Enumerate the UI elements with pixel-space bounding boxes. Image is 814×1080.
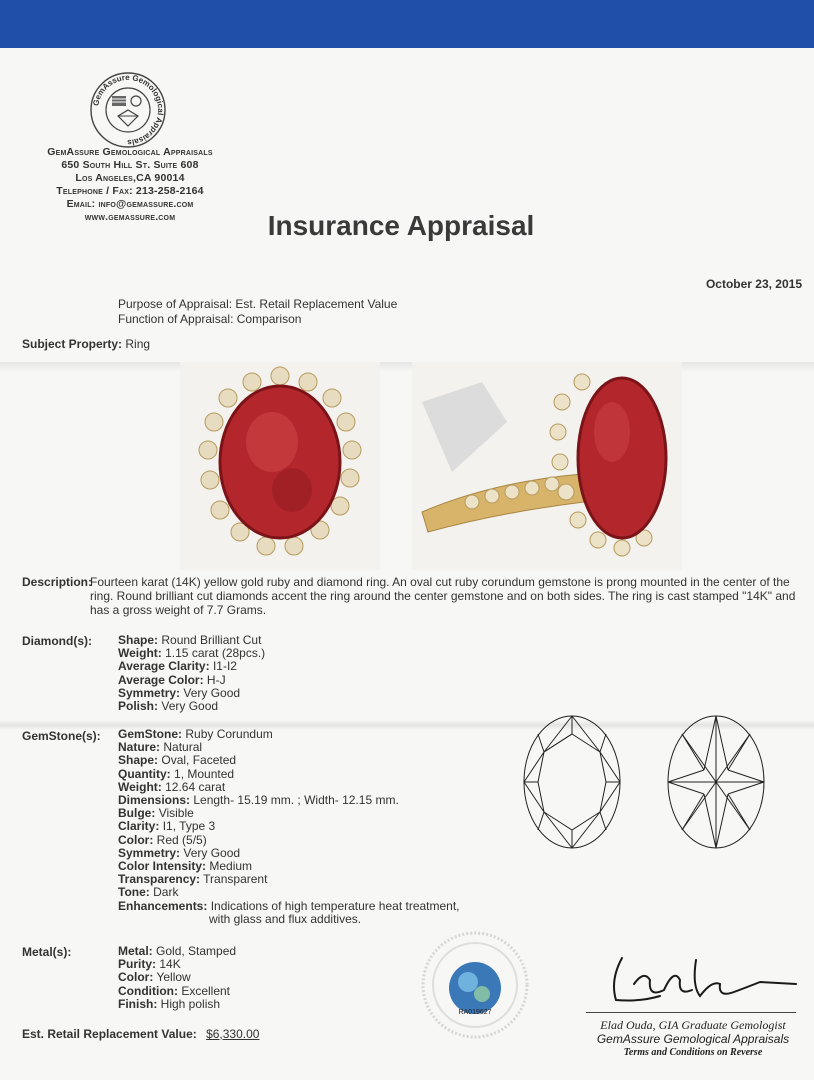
function-line: Function of Appraisal: Comparison	[118, 312, 302, 326]
terms-note: Terms and Conditions on Reverse	[623, 1047, 763, 1058]
gemassure-logo	[88, 70, 168, 150]
appraiser-name: Elad Ouda, GIA Graduate Gemologist	[600, 1018, 786, 1032]
subject-property	[22, 337, 150, 351]
erv-label: Est. Retail Replacement Value:	[22, 1027, 197, 1041]
gem-spec-row: Weight: 12.64 carat	[118, 779, 226, 794]
description-label: Description:	[22, 575, 93, 589]
hologram-code: RA019627	[458, 1009, 492, 1016]
gemstone-label: GemStone(s):	[22, 729, 101, 743]
purpose-block	[118, 297, 397, 327]
gem-spec-row: Bulge: Visible	[118, 806, 194, 821]
gem-spec-row: Clarity: I1, Type 3	[118, 819, 216, 834]
gem-spec-row: Symmetry: Very Good	[118, 845, 241, 860]
gem-spec-row: Transparency: Transparent	[118, 872, 268, 887]
appraiser-signature	[600, 940, 800, 1010]
metal-specs	[118, 945, 236, 1011]
diamond-spec-row: Polish: Very Good	[118, 699, 219, 714]
diamond-specs	[118, 634, 265, 713]
company-name: GemAssure Gemological Appraisals	[47, 146, 213, 158]
company-phone: Telephone / Fax: 213-258-2164	[56, 185, 204, 197]
gem-spec-row: Tone: Dark	[118, 885, 179, 900]
diamond-spec-row: Shape: Round Brilliant Cut	[118, 633, 262, 647]
gem-spec-row: Color: Red (5/5)	[118, 832, 207, 847]
gem-spec-row: Dimensions: Length- 15.19 mm. ; Width- 12.15 mm.	[118, 793, 399, 808]
signature-block	[586, 1018, 800, 1060]
scan-top-border	[0, 0, 814, 48]
gemstone-specs	[118, 728, 460, 926]
signature-line	[586, 1012, 796, 1013]
metal-spec-row: Finish: High polish	[118, 996, 221, 1011]
metal-spec-row: Metal: Gold, Stamped	[118, 944, 237, 958]
metal-label: Metal(s):	[22, 945, 72, 959]
gem-spec-row: Nature: Natural	[118, 740, 203, 755]
diamond-spec-row: Weight: 1.15 carat (28pcs.)	[118, 646, 266, 661]
company-address-line2: Los Angeles,CA 90014	[75, 172, 185, 184]
diamond-spec-row: Symmetry: Very Good	[118, 685, 241, 700]
subject-value: Ring	[125, 337, 151, 351]
svg-text:GemAssure Gemological Appraisa: GemAssure Gemological Appraisals	[91, 72, 166, 148]
description-text: Fourteen karat (14K) yellow gold ruby and diamond ring. An oval cut ruby corundum gemstone is prong mounted in the center of the ring. Round brilliant cut diamonds accent the ring around the center gemstone and on both sides. The ring is cast stamped "14K" and has a gross weight of 7.7 Grams.	[90, 575, 796, 617]
diamond-spec-row: Average Clarity: I1-I2	[118, 659, 237, 674]
purpose-line: Purpose of Appraisal: Est. Retail Replacement Value	[118, 297, 398, 311]
document-title: Insurance Appraisal	[267, 210, 535, 241]
metal-spec-row: Color: Yellow	[118, 970, 191, 985]
paper-fold	[0, 362, 814, 372]
subject-label: Subject Property:	[22, 337, 123, 351]
erv-value: $6,330.00	[206, 1027, 260, 1041]
gem-spec-row: Quantity: 1, Mounted	[118, 766, 235, 781]
gem-spec-row: Color Intensity: Medium	[118, 859, 253, 874]
oval-crown-facet-diagram	[520, 712, 624, 852]
gem-spec-row: Enhancements: Indications of high temperature heat treatment,	[118, 898, 460, 913]
estimated-retail-value	[22, 1027, 259, 1041]
diamond-spec-row: Average Color: H-J	[118, 672, 226, 687]
oval-pavilion-facet-diagram	[664, 712, 768, 852]
company-website: www.gemassure.com	[84, 211, 176, 223]
ring-photo-side	[412, 362, 682, 570]
gem-spec-row: GemStone: Ruby Corundum	[118, 727, 273, 741]
appraisal-date: October 23, 2015	[705, 277, 802, 291]
embossed-seal-with-hologram	[420, 930, 530, 1040]
company-email: Email: info@gemassure.com	[66, 198, 194, 210]
appraiser-org: GemAssure Gemological Appraisals	[596, 1032, 790, 1046]
metal-spec-row: Condition: Excellent	[118, 983, 231, 998]
diamonds-label: Diamond(s):	[22, 634, 92, 648]
company-address-line1: 650 South Hill St. Suite 608	[61, 159, 199, 171]
gem-spec-row: Shape: Oval, Faceted	[118, 753, 237, 768]
ring-photo-front	[180, 362, 380, 570]
metal-spec-row: Purity: 14K	[118, 957, 181, 972]
enhancements-continued: with glass and flux additives.	[209, 911, 362, 926]
